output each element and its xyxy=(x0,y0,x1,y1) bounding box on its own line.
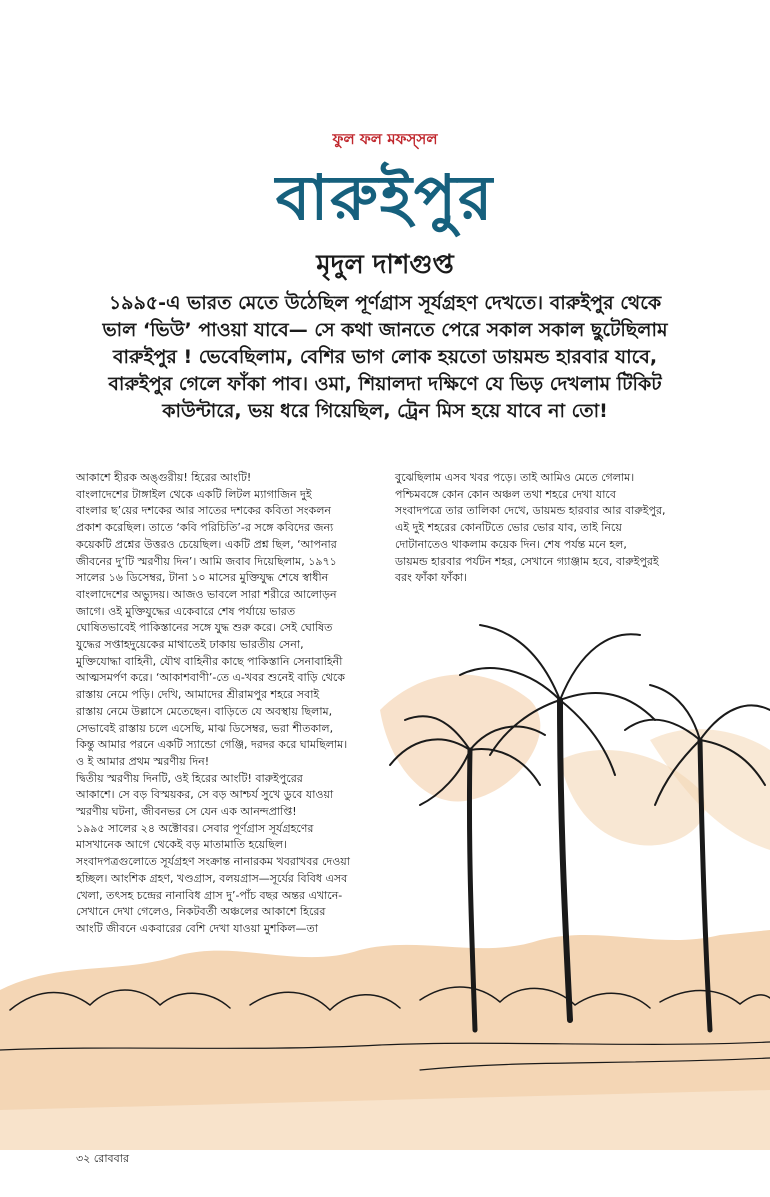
page-folio: ৩২ রোববার xyxy=(76,1152,129,1165)
body-line: আংটি জীবনে একবারের বেশি দেখা যাওয়া মুশকিল—তা xyxy=(76,921,318,935)
body-column-right xyxy=(395,470,705,587)
body-line: আত্মসমর্পণ করে। ‘আকাশবাণী’-তে এ-খবর শুনেই বাড়ি থেকে xyxy=(76,671,345,685)
body-line: বুঝেছিলাম এসব খবর পড়ে। তাই আমিও মেতে গেলাম। xyxy=(395,471,635,484)
body-line: সংবাদপত্রগুলোতে সূর্যগ্রহণ সংক্রান্ত নানারকম খবরাখবর দেওয়া xyxy=(76,855,350,869)
body-line: দ্বিতীয় স্মরণীয় দিনটি, ওই হিরের আংটি! বারুইপুরের xyxy=(76,771,303,785)
body-line: ঘোষিতভাবেই পাকিস্তানের সঙ্গে যুদ্ধ শুরু করে। সেই ঘোষিত xyxy=(76,621,333,635)
intro-line: বারুইপুর ! ভেবেছিলাম, বেশির ভাগ লোক হয়তো ডায়মন্ড হারবার যাবে, xyxy=(112,346,658,368)
body-line: রাস্তায় নেমে উল্লাসে মেতেছেন। বাড়িতে যে অবস্থায় ছিলাম, xyxy=(76,704,333,718)
body-line: রাস্তায় নেমে পড়ি। দেখি, আমাদের শ্রীরামপুর শহরে সবাই xyxy=(76,688,320,702)
body-line: বাংলাদেশের অভ্যুদয়। আজও ভাবলে সারা শরীরে আলোড়ন xyxy=(76,587,337,601)
body-line: খেলা, তৎসহ চন্দ্রের নানাবিধ গ্রাস দু’-পাঁচ বছর অন্তর এখানে- xyxy=(76,888,343,902)
body-line: সেখানে দেখা গেলেও, নিকটবর্তী অঞ্চলের আকাশে হিরের xyxy=(76,905,326,919)
body-line: ডায়মন্ড হারবার পর্যটন শহর, সেখানে গ্যাঞ্জাম হবে, বারুইপুরই xyxy=(395,554,659,568)
body-line: সেভাবেই রাস্তায় চলে এসেছি, মাঝ ডিসেম্বর, ভরা শীতকাল, xyxy=(76,721,334,735)
body-line: স্মরণীয় ঘটনা, জীবনভর সে যেন এক আনন্দপ্রাপ্তি! xyxy=(76,805,297,819)
body-line: হচ্ছিল। আংশিক গ্রহণ, খণ্ডগ্রাস, বলয়গ্রাস—সূর্যের বিবিধ এসব xyxy=(76,871,348,885)
author-byline: মৃদুল দাশগুপ্ত xyxy=(316,250,454,280)
body-line: কয়েকটি প্রশ্নের উত্তরও চেয়েছিল। একটি প্রশ্ন ছিল, ‘আপনার xyxy=(76,537,337,551)
body-line: সংবাদপত্রে তার তালিকা দেখে, ডায়মন্ড হারবার আর বারুইপুর, xyxy=(395,504,666,518)
body-line: পশ্চিমবঙ্গে কোন কোন অঞ্চল তথা শহরে দেখা যাবে xyxy=(395,487,616,501)
body-line: বরং ফাঁকা ফাঁকা। xyxy=(395,571,468,585)
body-line: যুদ্ধের সপ্তাহদুয়েকের মাথাতেই ঢাকায় ভারতীয় সেনা, xyxy=(76,638,304,652)
body-line: জাগে। ওই মুক্তিযুদ্ধের একেবারে শেষ পর্যায়ে ভারত xyxy=(76,604,296,618)
intro-line: কাউন্টারে, ভয় ধরে গিয়েছিল, ট্রেন মিস হয়ে যাবে না তো! xyxy=(162,400,608,422)
body-line: দোটানাতেও থাকলাম কয়েক দিন। শেষ পর্যন্ত মনে হল, xyxy=(395,537,627,551)
body-line: প্রকাশ করেছিল। তাতে ‘কবি পরিচিতি’-র সঙ্গে কবিদের জন্য xyxy=(76,521,334,535)
body-line: জীবনের দু’টি স্মরণীয় দিন’। আমি জবাব দিয়েছিলাম, ১৯৭১ xyxy=(76,554,337,568)
intro-line: ১৯৯৫-এ ভারত মেতে উঠেছিল পূর্ণগ্রাস সূর্যগ্রহণ দেখতে। বারুইপুর থেকে xyxy=(108,292,662,314)
body-line: বাংলাদেশের টাঙ্গাইল থেকে একটি লিটল ম্যাগাজিন দুই xyxy=(76,487,312,501)
body-line: মুক্তিযোদ্ধা বাহিনী, যৌথ বাহিনীর কাছে পাকিস্তানি সেনাবাহিনী xyxy=(76,654,343,668)
body-line: এই দুই শহরের কোনটিতে ভোর ভোর যাব, তাই নিয়ে xyxy=(395,521,622,535)
body-column-left xyxy=(76,470,376,938)
intro-line: বারুইপুর গেলে ফাঁকা পাব। ওমা, শিয়ালদা দক্ষিণে যে ভিড় দেখলাম টিকিট xyxy=(108,373,662,395)
body-line: সালের ১৬ ডিসেম্বর, টানা ১০ মাসের মুক্তিযুদ্ধ শেষে স্বাধীন xyxy=(76,571,329,585)
intro-paragraph xyxy=(80,290,690,425)
intro-line: ভাল ‘ভিউ’ পাওয়া যাবে— সে কথা জানতে পেরে সকাল সকাল ছুটেছিলাম xyxy=(102,319,668,341)
body-line: আকাশে হীরক অঙ্গুরীয়! হিরের আংটি! xyxy=(76,471,252,484)
body-line: কিন্তু আমার পরনে একটি স্যান্ডো গেঞ্জি, দরদর করে ঘামছিলাম। xyxy=(76,738,348,752)
body-line: আকাশে। সে বড় বিস্ময়কর, সে বড় আশ্চর্য সুখে ডুবে যাওয়া xyxy=(76,788,334,802)
section-kicker: ফুল ফল মফস্‌সল xyxy=(332,130,438,148)
body-line: ও ই আমার প্রথম স্মরণীয় দিন! xyxy=(76,754,210,768)
body-line: বাংলার ছ’য়ের দশকের আর সাতের দশকের কবিতা সংকলন xyxy=(76,504,331,518)
body-line: ১৯৯৫ সালের ২৪ অক্টোবর। সেবার পূর্ণগ্রাস সূর্যগ্রহণের xyxy=(76,821,314,835)
article-title: বারুইপুর xyxy=(275,161,495,234)
body-line: মাসখানেক আগে থেকেই বড় মাতামাতি হয়েছিল। xyxy=(76,838,288,852)
